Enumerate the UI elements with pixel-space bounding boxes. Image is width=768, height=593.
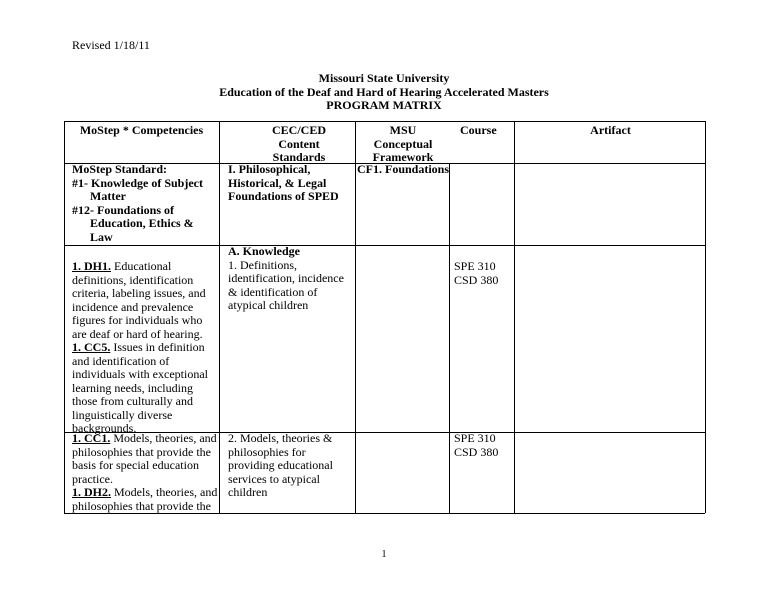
row2-cec [228,245,352,313]
title-matrix: PROGRAM MATRIX [326,98,442,112]
row3-cec: 2. Models, theories & philosophies for providing educational services to atypical children [228,431,333,499]
row1-cec: I. Philosophical, Historical, & Legal Foundations of SPED [228,162,339,203]
col-border-framework [449,163,450,513]
row2-mostep [72,260,218,436]
row3-course1: SPE 310 [454,431,496,445]
row3-cc1-text: Models, theories, and philosophies that provide the basis for special education practice. [72,431,217,486]
header-msu-line3: Framework [372,150,434,164]
row2-course2: CSD 380 [454,272,499,287]
row1-mostep-line6: Law [90,229,113,244]
row2-dh1-code: 1. DH1. [72,259,111,273]
row3-dh2-code: 1. DH2. [72,485,111,499]
col-border-2 [355,121,356,513]
row1-border [64,245,705,246]
row1-mostep [72,163,218,244]
document-title [0,72,768,113]
row3-dh2-text: Models, theories, and philosophies that provide the [72,485,218,513]
header-mostep: MoStep * Competencies [79,123,204,137]
row2-cec-heading: A. Knowledge [228,244,300,258]
col-border-left [64,121,65,513]
row1-mostep-line2: #1- Knowledge of Subject [72,175,203,190]
row2-cec-item: 1. Definitions, identification, incidence & identification of atypical children [228,257,344,312]
row2-cc5-code: 1. CC5. [72,340,111,354]
row1-mostep-line1: MoStep Standard: [72,162,168,176]
title-program: Education of the Deaf and Hard of Hearing Accelerated Masters [219,84,549,99]
header-msu [357,124,449,165]
table-top-border [64,121,705,122]
col-border-3 [514,121,515,513]
header-cec: CEC/CED Content Standards [271,123,326,164]
page-number: 1 [381,549,387,560]
row3-course2: CSD 380 [454,444,499,459]
row2-cc5-text: Issues in definition and identification of individuals with exceptional learning needs, including those from culturally and linguistically diverse backgrounds. [72,340,208,435]
row1-mostep-line5: Education, Ethics & [90,216,194,230]
revised-date: Revised 1/18/11 [72,38,150,52]
row3-course [454,432,498,459]
row3-mostep [72,432,218,513]
row1-framework: CF1. Foundations [357,162,450,176]
row2-dh1-text: Educational definitions, identification criteria, labeling issues, and incidence and prevalence figures for individuals who are deaf or hard of hearing. [72,259,206,341]
row2-course [454,260,498,287]
row2-course1: SPE 310 [454,259,496,273]
row3-cc1-code: 1. CC1. [72,431,111,445]
col-border-right [705,121,706,513]
title-university: Missouri State University [318,71,450,85]
col-border-1 [219,121,220,513]
header-course: Course [460,123,497,137]
row1-mostep-line3: Matter [90,189,126,203]
header-artifact: Artifact [590,123,631,137]
header-msu-line2: Conceptual [373,136,433,151]
table-bottom-border [64,513,705,514]
row1-mostep-line4: #12- Foundations of [72,202,175,217]
header-msu-line1: MSU [389,123,417,137]
